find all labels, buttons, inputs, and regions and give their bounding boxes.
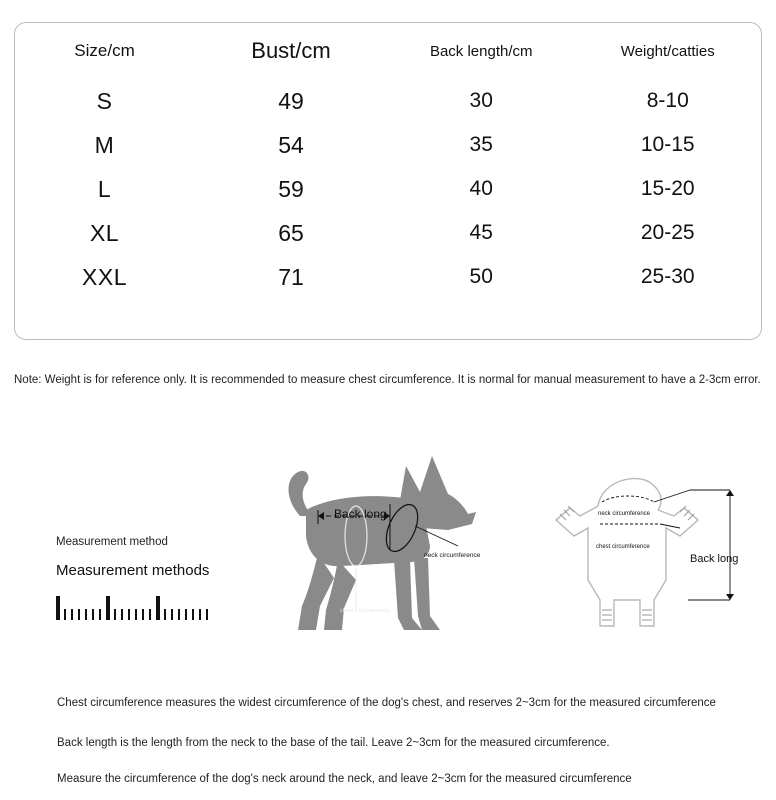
dog-measurement-diagram [272,450,502,670]
description-chest-circumference: Chest circumference measures the widest circumference of the dog's chest, and reserves 2~3cm for the measured circumference [57,697,716,709]
cell-size: XL [89,219,120,246]
cell-bust: 71 [278,263,304,290]
suit-chest-circumference-label: chest circumference [596,544,650,550]
cell-back-length: 40 [469,177,493,200]
size-chart-body [15,79,761,299]
cell-weight: 20-25 [640,221,695,244]
ruler-icon [56,592,216,620]
table-row [15,79,761,123]
suit-measurement-diagram [540,450,760,670]
suit-back-length-label: Back long [690,553,739,565]
cell-weight: 15-20 [640,177,695,200]
cell-size: S [96,87,113,114]
table-row [15,255,761,299]
cell-weight: 10-15 [640,133,695,156]
cell-bust: 54 [278,131,304,158]
dog-chest-circumference-label: chest circumference [340,608,390,614]
cell-bust: 59 [278,175,304,202]
cell-weight: 8-10 [646,89,689,112]
size-chart-table [15,23,761,299]
size-chart-note: Note: Weight is for reference only. It is recommended to measure chest circumference. It is normal for manual measurement to have a 2-3cm error. [14,374,761,386]
description-neck-circumference: Measure the circumference of the dog's neck around the neck, and leave 2~3cm for the measured circumference [57,773,632,785]
size-chart-card [14,22,762,340]
dog-silhouette-icon [272,450,502,670]
dog-neck-circumference-label: neck circumference [424,552,481,559]
table-row [15,123,761,167]
measurement-method-label: Measurement method [56,536,168,548]
cell-weight: 25-30 [640,265,695,288]
column-header-size: Size/cm [74,41,135,60]
measurement-section [0,440,776,680]
size-chart-header [15,23,761,79]
cell-back-length: 35 [469,133,493,156]
table-header-row [15,23,761,79]
cell-back-length: 45 [469,221,493,244]
cell-bust: 65 [278,219,304,246]
cell-size: L [97,175,112,202]
column-header-weight: Weight/catties [620,42,715,60]
column-header-bust: Bust/cm [251,38,331,63]
cell-back-length: 30 [469,89,493,112]
table-row [15,167,761,211]
cell-bust: 49 [278,87,304,114]
suit-neck-circumference-label: neck circumference [598,511,651,517]
cell-size: XXL [82,263,127,290]
table-row [15,211,761,255]
cell-size: M [94,131,115,158]
description-back-length: Back length is the length from the neck to the base of the tail. Leave 2~3cm for the measured circumference. [57,737,610,749]
cell-back-length: 50 [469,265,493,288]
measurement-methods-title: Measurement methods [56,562,210,579]
column-header-back-length: Back length/cm [429,42,533,60]
dog-back-long-label: Back long [334,507,387,521]
